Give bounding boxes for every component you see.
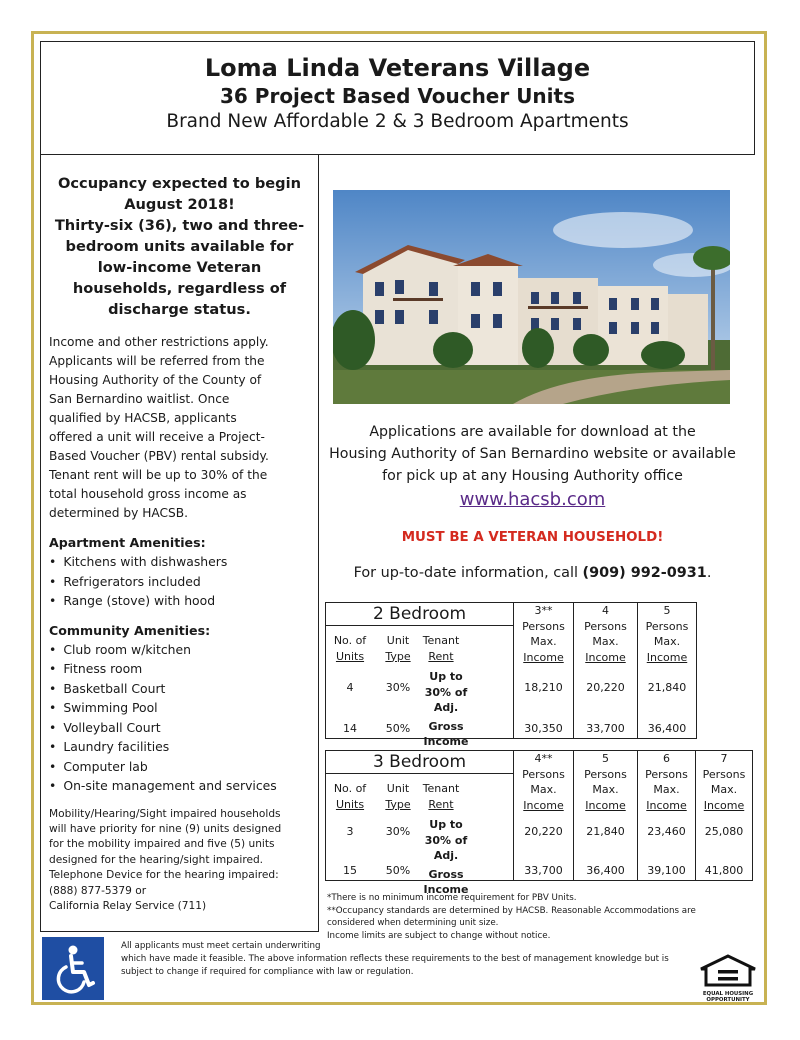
intro-text [47, 173, 312, 320]
access-line: (888) 877-5379 or [49, 884, 147, 897]
table-title: 3 Bedroom [326, 751, 513, 774]
intro-line: low-income Veteran [97, 259, 262, 276]
access-line: for the mobility impaired and five (5) units [49, 838, 275, 851]
table-cell: 21,840 [586, 825, 625, 838]
table-cell: 30% [385, 825, 411, 838]
veteran-requirement: MUST BE A VETERAN HOUSEHOLD! [401, 530, 664, 545]
accessibility-text [49, 807, 312, 915]
table-cell: 41,800 [704, 864, 744, 877]
list-item: • On-site management and services [49, 776, 318, 796]
col-header-persons: 7 Persons Max. Income [702, 752, 746, 812]
col-header-persons: 4 Persons Max. Income [584, 604, 627, 664]
rent-note: Up to 30% of Adj. Gross Income [423, 818, 469, 896]
table-cell: 20,220 [586, 681, 625, 694]
note-line: *There is no minimum income requirement for PBV Units. [327, 893, 577, 903]
table-cell: 39,100 [647, 864, 686, 877]
list-item: • Refrigerators included [49, 572, 318, 592]
intro-line: discharge status. [108, 301, 251, 318]
page-title: Loma Linda Veterans Village [204, 54, 591, 82]
call-prefix: For up-to-date information, call [353, 565, 583, 581]
table-cell: 30% [385, 681, 411, 694]
access-line: Mobility/Hearing/Sight impaired households [49, 807, 281, 820]
note-line: considered when determining unit size. [327, 918, 499, 928]
equal-housing-icon [697, 953, 759, 987]
apartment-amenities-list [41, 552, 318, 611]
eho-label: EQUAL HOUSING [702, 991, 754, 997]
eligibility-paragraph [49, 333, 312, 523]
two-bedroom-table [325, 602, 697, 748]
table-cell: 33,700 [524, 864, 563, 877]
col-header-type: Unit Type [385, 634, 411, 663]
intro-line: August 2018! [124, 196, 235, 213]
three-bedroom-table [325, 750, 753, 896]
list-item: • Club room w/kitchen [49, 640, 318, 660]
access-line: will have priority for nine (9) units designed [49, 822, 282, 835]
col-header-units: No. of Units [333, 634, 367, 663]
col-header-persons: 3** Persons Max. Income [522, 604, 565, 664]
intro-line: bedroom units available for [65, 238, 294, 255]
col-header-units: No. of Units [333, 782, 367, 811]
paragraph-line: offered a unit will receive a Project- [49, 430, 265, 444]
table-cell: 15 [343, 864, 357, 877]
table-cell: 36,400 [586, 864, 625, 877]
building-photo [333, 190, 730, 404]
footer-line: All applicants must meet certain underwriting [121, 941, 321, 951]
equal-housing-logo [697, 953, 759, 1003]
col-header-persons: 4** Persons Max. Income [522, 752, 565, 812]
header-box [40, 41, 755, 155]
phone-number[interactable]: (909) 992-0931 [582, 565, 707, 581]
note-line: Income limits are subject to change without notice. [327, 930, 551, 941]
contact-line [315, 565, 750, 581]
apply-line: Housing Authority of San Bernardino website or available [329, 446, 736, 462]
call-suffix: . [706, 565, 712, 581]
paragraph-line: San Bernardino waitlist. Once [49, 392, 230, 406]
list-item: • Kitchens with dishwashers [49, 552, 318, 572]
left-column [40, 154, 319, 932]
website-link[interactable]: www.hacsb.com [459, 489, 606, 510]
page-tagline: Brand New Affordable 2 & 3 Bedroom Apartments [166, 111, 629, 132]
table-cell: 21,840 [647, 681, 687, 694]
footer-line: subject to change if required for compliance with law or regulation. [121, 967, 414, 977]
col-header-rent: Tenant Rent [422, 782, 460, 811]
access-line: California Relay Service (711) [49, 899, 207, 912]
footer-disclaimer [121, 940, 681, 979]
col-header-persons: 5 Persons Max. Income [584, 752, 627, 812]
community-amenities-list [41, 640, 318, 796]
list-item: • Computer lab [49, 757, 318, 777]
paragraph-line: total household gross income as [49, 487, 247, 501]
note-line: **Occupancy standards are determined by HACSB. Reasonable Accommodations are [327, 905, 696, 916]
building-illustration [333, 190, 730, 404]
table-cell: 20,220 [524, 825, 563, 838]
table-cell: 18,210 [524, 681, 563, 694]
col-header-rent: Tenant Rent [422, 634, 460, 663]
table-title: 2 Bedroom [326, 603, 513, 626]
paragraph-line: Housing Authority of the County of [49, 373, 262, 387]
paragraph-line: Income and other restrictions apply. [49, 335, 269, 349]
access-line: designed for the hearing/sight impaired. [49, 853, 264, 866]
footer-line: which have made it feasible. The above information reflects these requirements to the best of management knowledge but is [121, 954, 669, 964]
paragraph-line: qualified by HACSB, applicants [49, 411, 237, 425]
table-cell: 23,460 [647, 825, 686, 838]
footnotes [327, 892, 727, 942]
table-cell: 50% [385, 722, 411, 735]
rent-note: Up to 30% of Adj. Gross Income [423, 670, 469, 748]
paragraph-line: Based Voucher (PBV) rental subsidy. [49, 449, 269, 463]
page-subtitle: 36 Project Based Voucher Units [220, 84, 575, 108]
apply-line: Applications are available for download at the [369, 424, 696, 440]
intro-line: Thirty-six (36), two and three- [54, 217, 305, 234]
paragraph-line: determined by HACSB. [49, 506, 188, 520]
table-cell: 36,400 [647, 722, 687, 735]
list-item: • Basketball Court [49, 679, 318, 699]
col-header-persons: 5 Persons Max. Income [645, 604, 689, 664]
list-item: • Volleyball Court [49, 718, 318, 738]
application-info [315, 421, 750, 487]
table-cell: 25,080 [704, 825, 744, 838]
paragraph-line: Tenant rent will be up to 30% of the [49, 468, 268, 482]
list-item: • Laundry facilities [49, 737, 318, 757]
table-cell: 30,350 [524, 722, 563, 735]
wheelchair-icon [42, 937, 104, 1000]
table-cell: 3 [346, 825, 354, 838]
intro-line: households, regardless of [72, 280, 287, 297]
intro-line: Occupancy expected to begin [58, 175, 301, 192]
list-item: • Fitness room [49, 659, 318, 679]
community-amenities-heading: Community Amenities: [49, 622, 211, 638]
col-header-type: Unit Type [385, 782, 411, 811]
table-cell: 4 [346, 681, 354, 694]
table-cell: 50% [385, 864, 411, 877]
paragraph-line: Applicants will be referred from the [49, 354, 265, 368]
apply-line: for pick up at any Housing Authority office [382, 468, 683, 484]
access-line: Telephone Device for the hearing impaired: [49, 869, 279, 882]
table-cell: 14 [343, 722, 357, 735]
col-header-persons: 6 Persons Max. Income [645, 752, 688, 812]
list-item: • Swimming Pool [49, 698, 318, 718]
apartment-amenities-heading: Apartment Amenities: [49, 535, 206, 550]
list-item: • Range (stove) with hood [49, 591, 318, 611]
table-cell: 33,700 [586, 722, 625, 735]
eho-label: OPPORTUNITY [706, 997, 750, 1003]
